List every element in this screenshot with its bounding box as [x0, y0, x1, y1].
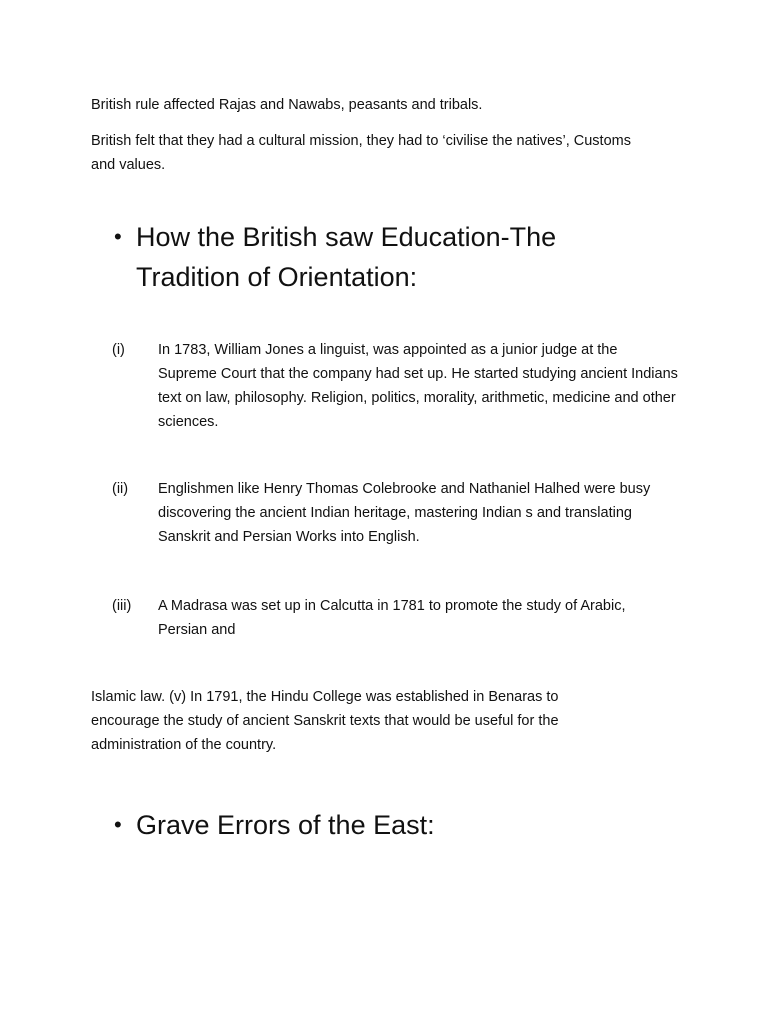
list-item [112, 594, 652, 642]
intro-line-1: British rule affected Rajas and Nawabs, peasants and tribals. [91, 97, 483, 113]
list-item [112, 338, 678, 434]
continuation-paragraph: Islamic law. (v) In 1791, the Hindu College was established in Benaras to encourage the study of ancient Sanskrit texts that would be useful for the administration of the country. [91, 689, 559, 753]
section-heading-grave-errors [114, 805, 714, 845]
bullet-icon: • [114, 224, 122, 249]
list-item-number: (i) [112, 342, 125, 358]
list-item-number: (iii) [112, 598, 132, 614]
list-item-text: Englishmen like Henry Thomas Colebrooke and Nathaniel Halhed were busy discovering the ancient Indian heritage, mastering Indian s and translating Sanskrit and Persian Works into English. [158, 481, 651, 545]
bullet-icon: • [114, 812, 122, 837]
section-heading-education [114, 217, 594, 297]
section-heading-text: How the British saw Education-The Tradition of Orientation: [136, 222, 557, 292]
intro-line-2: British felt that they had a cultural mission, they had to ‘civilise the natives’, Customs and values. [91, 133, 631, 173]
section-heading-text: Grave Errors of the East: [136, 810, 435, 840]
list-item-text: In 1783, William Jones a linguist, was appointed as a junior judge at the Supreme Court that the company had set up. He started studying ancient Indians text on law, philosophy. Religion, politics, morality, arithmetic, medicine and other sciences. [158, 342, 678, 430]
list-item-number: (ii) [112, 481, 129, 497]
list-item [112, 477, 678, 549]
list-item-text: A Madrasa was set up in Calcutta in 1781 to promote the study of Arabic, Persian and [158, 598, 626, 638]
